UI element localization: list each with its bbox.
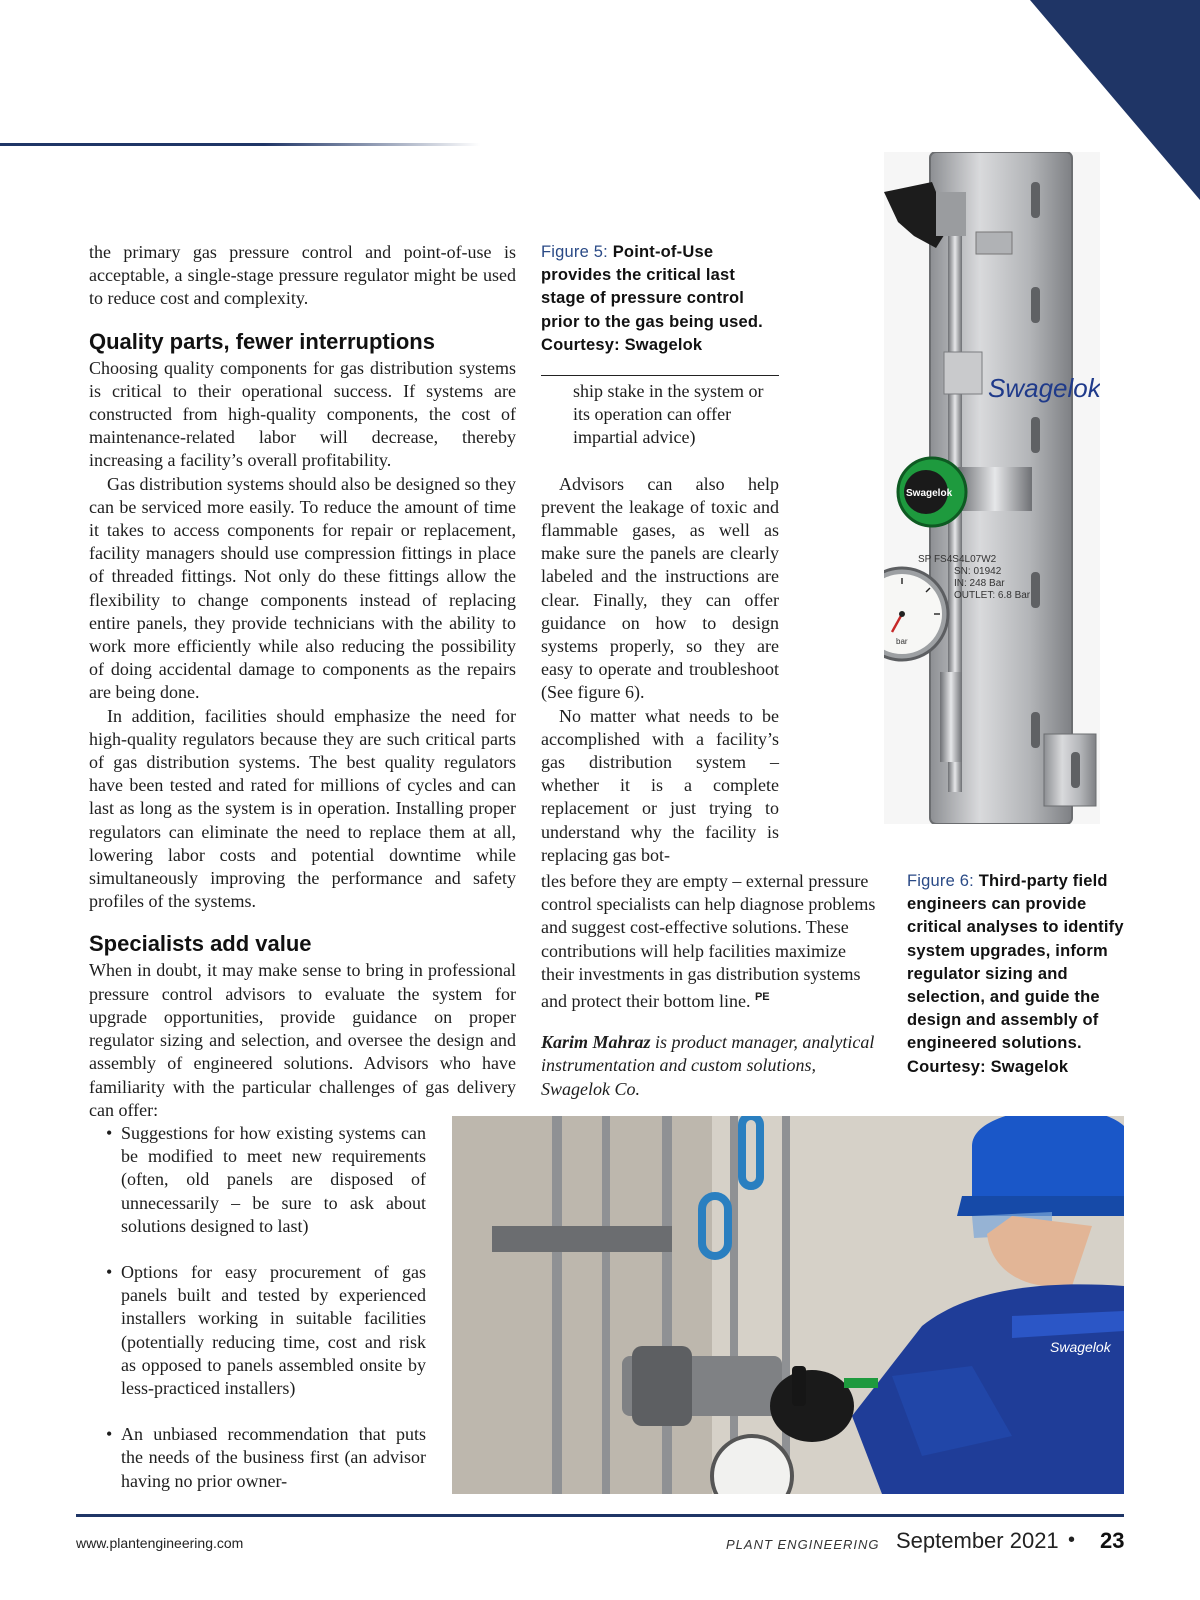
author-byline (541, 1031, 881, 1101)
paragraph-quality-3: In addition, facilities should emphasize the need for high-quality regulators because they are such critical parts of gas distribution systems. The best quality regulators have been tested and rated for millions of cycles and can last as long as the system is in operation. Installing proper regulators can eliminate the need to replace them at all, lowering labor costs and potential downtime while simultaneously improving the performance and safety profiles of the systems. (89, 705, 516, 912)
page-footer (76, 1525, 1124, 1559)
figure-5-text: Point-of-Use provides the critical last stage of pressure control prior to the gas being used. Courtesy: Swagelok (541, 243, 763, 354)
figure-6-caption (907, 870, 1125, 1079)
list-item: • Options for easy procurement of gas panels built and tested by experienced installers working in suitable facilities (potentially reducing time, cost and risk as opposed to panels assembled onsite by less-practiced installers) (89, 1261, 426, 1400)
tag-line: OUTLET: 6.8 Bar (954, 590, 1031, 601)
footer-separator: • (1068, 1529, 1076, 1551)
end-mark: PE (754, 991, 770, 1004)
section-heading-specialists: Specialists add value (89, 931, 312, 957)
advisor-offerings-list (89, 1122, 426, 1493)
header-rule (0, 143, 480, 146)
caption-divider (541, 375, 779, 376)
list-item: • Suggestions for how existing systems can be modified to meet new requirements (often, old panels are disposed of unnecessarily – be sure to ask about solutions designed to last) (89, 1122, 426, 1238)
page-number: 23 (1100, 1528, 1125, 1553)
intro-paragraph: the primary gas pressure control and point-of-use is acceptable, a single-stage pressure regulator might be used to reduce cost and complexity. (89, 242, 516, 309)
tag-line: IN: 248 Bar (954, 578, 1005, 589)
author-name: Karim Mahraz (541, 1032, 651, 1053)
paragraph-quality-2: Gas distribution systems should also be designed so they can be serviced more easily. To reduce the amount of time it takes to access components for repair or replacement, facility managers should use compression fittings in place of threaded fittings. Not only do these fittings allow the flexibility to change components instead of replacing entire panels, they provide technicians with the ability to work more efficiently while also reducing the possibility of doing accidental damage to components as the repairs are being done. (89, 473, 516, 703)
footer-url[interactable]: www.plantengineering.com (76, 1535, 244, 1551)
footer-date: September 2021 (896, 1528, 1059, 1553)
paragraph-conclusion-a: No matter what needs to be accomplished with a facility’s gas distribution system – whether it is a complete replacement or just trying to understand why the facility is replacing gas bot- (541, 705, 779, 865)
panel-brand-text: Swagelok (988, 373, 1100, 403)
gauge-unit: bar (896, 637, 908, 646)
tag-line: SN: 01942 (954, 566, 1002, 577)
list-continuation: ship stake in the system or its operation can offer impartial advice) (573, 381, 764, 448)
figure-5-label: Figure 5: (541, 243, 608, 261)
jacket-brand-text: Swagelok (1050, 1339, 1111, 1355)
figure-6-label: Figure 6: (907, 872, 974, 890)
tag-line: SP FS4S4L07W2 (918, 554, 997, 565)
footer-rule (76, 1514, 1124, 1517)
paragraph-quality-1: Choosing quality components for gas distribution systems is critical to their operational success. If systems are constructed from high-quality components, the cost of maintenance-related labor will decrease, thereby increasing a facility’s overall profitability. (89, 357, 516, 471)
footer-magazine: PLANT ENGINEERING (726, 1537, 880, 1552)
figure-6-text: Third-party field engineers can provide critical analyses to identify system upgrades, inform regulator sizing and selection, and guide the design and assembly of engineered solutions. Courtesy: Swagelok (907, 872, 1124, 1076)
list-item: • An unbiased recommendation that puts the needs of the business first (an advisor having no prior owner- (89, 1423, 426, 1493)
knob-brand-text: Swagelok (906, 488, 953, 499)
figure-6-photo (452, 1116, 1124, 1494)
article-column-2-lower (541, 870, 881, 1101)
paragraph-specialists: When in doubt, it may make sense to bring in professional pressure control advisors to evaluate the system for upgrade opportunities, provide guidance on proper regulator sizing and selection, and oversee the design and assembly of engineered solutions. Advisors who have familiarity with the particular challenges of gas delivery can offer: (89, 960, 516, 1120)
author-bio: is product manager, analytical instrumentation and custom solutions, Swagelok Co. (541, 1032, 875, 1099)
figure-5-photo (884, 152, 1100, 824)
paragraph-advisors: Advisors can also help prevent the leakage of toxic and flammable gases, as well as make sure the panels are clearly labeled and the instructions are clear. Finally, they can offer guidance on how to design systems properly, so they are easy to operate and troubleshoot (See figure 6). (541, 473, 779, 703)
regulator-panel-illustration (884, 152, 1100, 824)
figure-5-caption (541, 241, 779, 357)
article-column-2 (541, 241, 779, 867)
field-engineer-illustration (452, 1116, 1124, 1494)
paragraph-conclusion-b: tles before they are empty – external pressure control specialists can help diagnose problems and suggest cost-effective solutions. These contributions will help facilities maximize their investments in gas distribution systems and protect their bottom line. (541, 871, 876, 1012)
section-heading-quality: Quality parts, fewer interruptions (89, 328, 435, 354)
